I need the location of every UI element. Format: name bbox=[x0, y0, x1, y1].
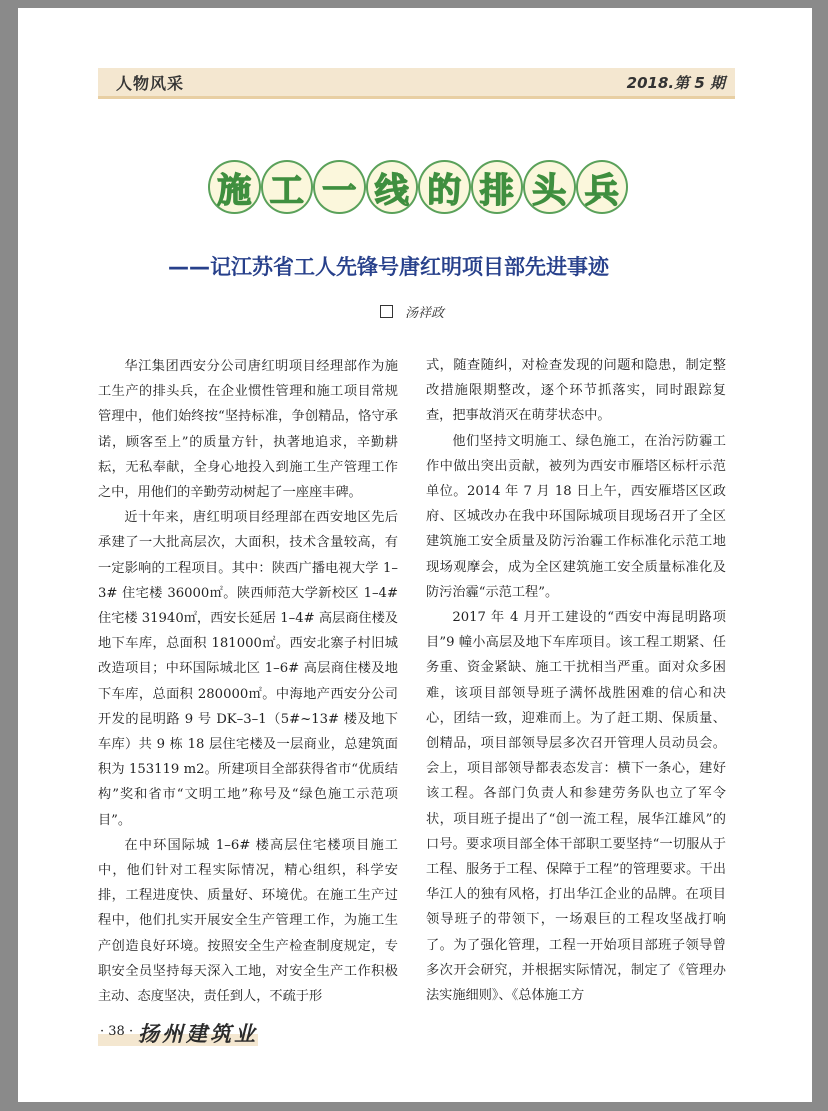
title-char: 排 bbox=[471, 160, 524, 214]
paragraph: 近十年来，唐红明项目经理部在西安地区先后承建了一大批高层次，大面积，技术含量较高，有一定影响的工程项目。其中：陕西广播电视大学 1–3# 住宅楼 36000㎡。陕西师范大学新校区 1–4# 住宅楼 31940㎡，西安长延居 1–4# 高层商住楼及地下车库，总面积 181000㎡。西安北寨子村旧城改造项目；中环国际城北区 1–6# 高层商住楼及地下车库，总面积 280000㎡。中海地产西安分公司开发的昆明路 9 号 DK–3–1（5#~13# 楼及地下车库）共 9 栋 18 层住宅楼及一层商业，总建筑面积为 153119 m2。所建项目全部获得省市“优质结构”奖和省市“文明工地”称号及“绿色施工示范项目”。 bbox=[98, 510, 398, 828]
title-char: 工 bbox=[261, 160, 314, 214]
title-char: 兵 bbox=[576, 160, 629, 214]
magazine-page bbox=[18, 8, 812, 1102]
left-column bbox=[98, 354, 398, 1009]
title-char: 的 bbox=[418, 160, 471, 214]
paragraph: 他们坚持文明施工、绿色施工，在治污防霾工作中做出突出贡献，被列为西安市雁塔区标杆示范单位。2014 年 7 月 18 日上午，西安雁塔区区政府、区城改办在我中环国际城项目现场召开了全区建筑施工安全质量及防污治霾工作标准化示范工地现场观摩会，成为全区建筑施工安全质量标准化及防污治霾“示范工程”。 bbox=[426, 433, 726, 600]
article-subtitle: ——记江苏省工人先锋号唐红明项目部先进事迹 bbox=[168, 255, 609, 279]
square-icon bbox=[380, 305, 393, 318]
title-char: 线 bbox=[366, 160, 419, 214]
paragraph: 2017 年 4 月开工建设的“西安中海昆明路项目”9 幢小高层及地下车库项目。该工程工期紧、任务重、资金紧缺、施工干扰相当严重。面对众多困难，该项目部领导班子满怀战胜困难的信心和决心，团结一致，迎难而上。为了赶工期、保质量、创精品，项目部领导层多次召开管理人员动员会。会上，项目部领导都表态发言：横下一条心，建好该工程。各部门负责人和参建劳务队也立了军令状，项目班子提出了“创一流工程，展华江雄风”的口号。要求项目部全体干部职工要坚持“一切服从于工程、服务于工程、保障于工程”的管理要求。干出华江人的独有风格，打出华江企业的品牌。在项目领导班子的带领下，一场艰巨的工程攻坚战打响了。为了强化管理，工程一开始项目部班子领导曾多次开会研究，并根据实际情况，制定了《管理办法实施细则》、《总体施工方 bbox=[426, 610, 726, 1004]
magazine-logo: 扬州建筑业 bbox=[138, 1021, 258, 1046]
article-title bbox=[208, 160, 628, 214]
right-column bbox=[426, 353, 726, 1008]
page-footer bbox=[98, 1020, 258, 1050]
page-number: · 38 · bbox=[100, 1024, 134, 1039]
paragraph-continuation: 式，随查随纠，对检查发现的问题和隐患，制定整改措施限期整改，逐个环节抓落实，同时跟踪复查，把事故消灭在萌芽状态中。 bbox=[426, 358, 726, 424]
issue-number: 2018.第 5 期 bbox=[626, 74, 725, 92]
paragraph: 华江集团西安分公司唐红明项目经理部作为施工生产的排头兵，在企业惯性管理和施工项目常规管理中，他们始终按“坚持标准，争创精品，恪守承诺，顾客至上”的质量方针，执著地追求，辛勤耕耘，无私奉献，全身心地投入到施工生产管理工作之中，用他们的辛勤劳动树起了一座座丰碑。 bbox=[98, 359, 398, 501]
running-header bbox=[98, 68, 735, 99]
section-name: 人物风采 bbox=[116, 74, 185, 93]
title-char: 施 bbox=[208, 160, 261, 214]
author-line bbox=[380, 302, 444, 321]
title-char: 一 bbox=[313, 160, 366, 214]
paragraph: 在中环国际城 1–6# 楼高层住宅楼项目施工中，他们针对工程实际情况，精心组织，科学安排，工程进度快、质量好、环境优。在施工生产过程中，他们扎实开展安全生产管理工作，为施工生产创造良好环境。按照安全生产检查制度规定，专职安全员坚持每天深入工地，对安全生产工作积极主动、态度坚决，责任到人，不疏于形 bbox=[98, 837, 398, 1005]
title-char: 头 bbox=[523, 160, 576, 214]
author-name: 汤祥政 bbox=[405, 306, 445, 321]
